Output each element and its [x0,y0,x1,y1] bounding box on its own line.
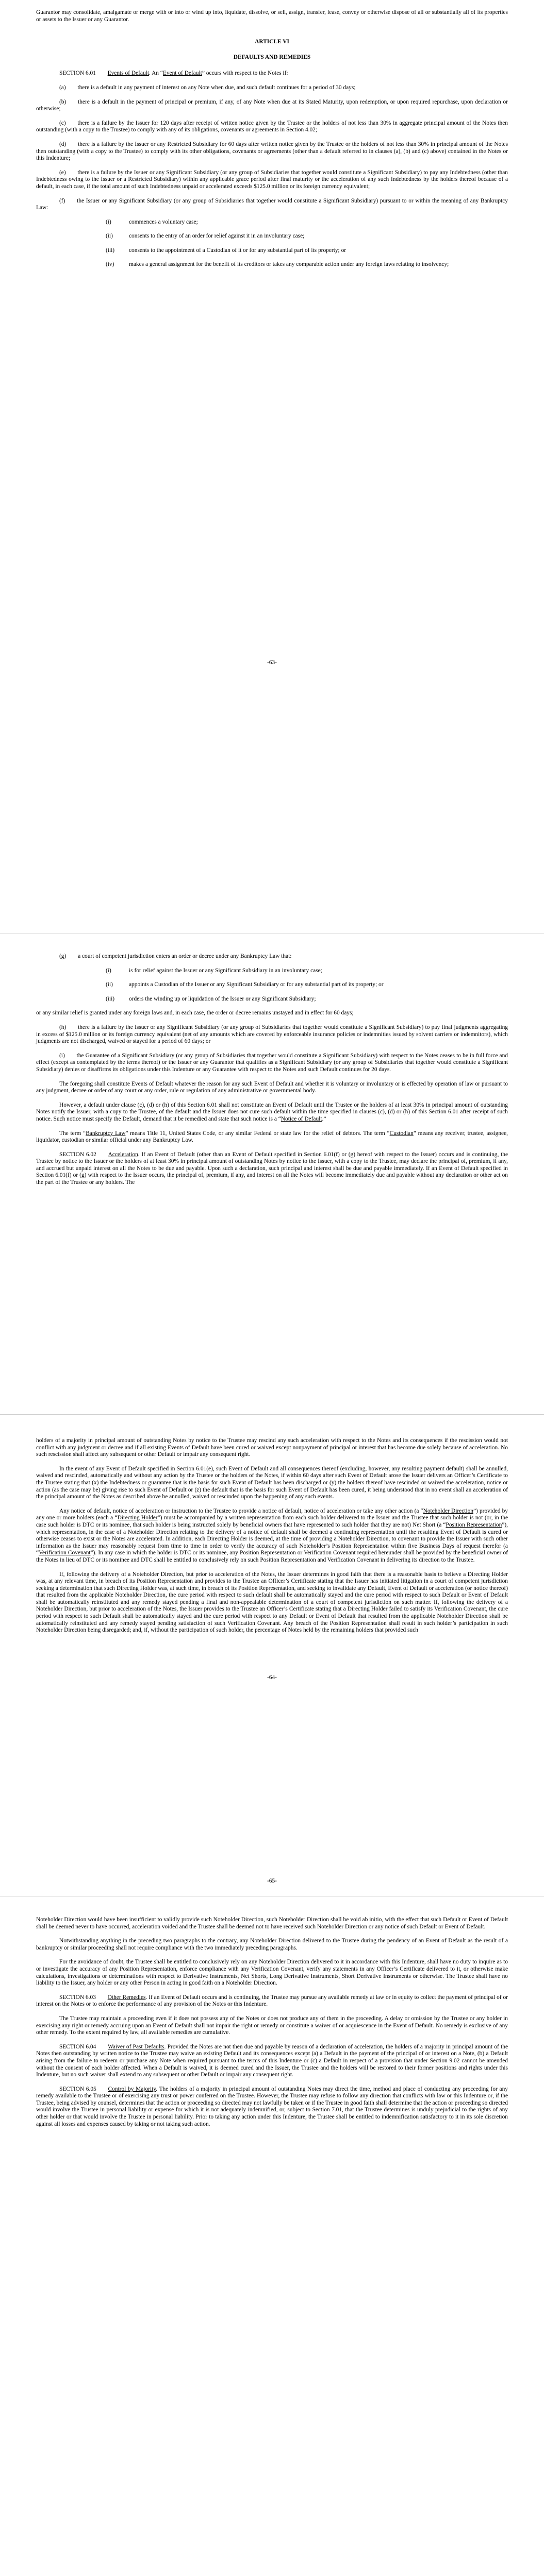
clause-g-ii [36,981,508,989]
clause-f-iii [36,247,508,255]
clause-i: (i) the Guarantee of a Significant Subsidiary (or any group of Subsidiaries that together would constitute a Significant Subsidiary) with respect to the Notes ceases to be in full force and effect (except as contemplated by the terms thereof) or the Issuer or any Guarantor that qualifies as a Significant Subsidiary (or any group of Subsidiaries that together would constitute a Significant Subsidiary) denies or disaffirms its obligations under this Indenture or any Guarantee with respect to the Notes and such Default continues for 20 days. [36,1052,508,1073]
clause-d: (d) there is a failure by the Issuer or any Restricted Subsidiary for 60 days after written notice given by the Trustee or the holders of not less than 30% in principal amount of the Notes then outstanding (with a copy to the Trustee) to comply with its other obligations, covenants or agreements (other than a default referred to in clauses (a), (b) and (c) above) contained in the Notes or this Indenture; [36,141,508,162]
defined-term: Position Representation [446,1521,502,1528]
item-text: makes a general assignment for the benefit of its creditors or takes any comparable action under any foreign laws relating to insolvency; [129,261,449,268]
defined-term: Event of Default [162,70,202,77]
defined-term: Noteholder Direction [423,1507,473,1514]
section-number: SECTION 6.04 [59,2043,96,2050]
avoidance-paragraph: For the avoidance of doubt, the Trustee shall be entitled to conclusively rely on any Noteholder Direction delivered to it in accordance with this Indenture, shall have no duty to inquire as to or investigate the accuracy of any Position Representation, enforce compliance with any Verification Covenant, verify any statements in any Officer’s Certificate delivered to it, or otherwise make calculations, investigations or determinations with respect to Derivative Instruments, Net Shorts, Long Derivative Instruments, Short Derivative Instruments or otherwise. The Trustee shall have no liability to the Issuer, any holder or any other Person in acting in good faith on a Noteholder Direction. [36,1959,508,1987]
section-6-02 [36,1151,508,1187]
text-run: The term “ [59,1130,86,1137]
text-run: . Provided the Notes are not then due and payable by reason of a declaration of acceleration, the holders of a majority in principal amount of the Notes then outstanding by written notice to the Trustee may waive an existing Default and its consequences except (a) a Default in the payment of the principal of or interest on a Note, (b) a Default arising from the failure to redeem or purchase any Note when required pursuant to the terms of this Indenture or (c) a Default in respect of a provision that under Section 9.02 cannot be amended without the consent of each holder affected. When a Default is waived, it is deemed cured and the Issuer, the Trustee and the holders will be restored to their former positions and rights under this Indenture, but no such waiver shall extend to any subsequent or other Default or impair any consequent right. [36,2043,508,2078]
item-text: is for relief against the Issuer or any Significant Subsidiary in an involuntary case; [129,967,322,974]
page-number: -63- [267,659,277,666]
section-number: SECTION 6.02 [59,1151,96,1158]
page-66-body [36,1917,508,2135]
text-run: ” means any receiver, trustee, assignee, liquidator, custodian or similar official under any Bankruptcy Law. [36,1130,508,1144]
holders-paragraph: holders of a majority in principal amount of outstanding Notes by notice to the Trustee may rescind any such acceleration with respect to the Notes and its consequences if the rescission would not conflict with any judgment or decree and if all existing Events of Default have been cured or waived except nonpayment of principal or interest that has become due solely because of acceleration. No such rescission shall affect any subsequent or other Default or impair any consequent right. [36,1437,508,1458]
item-text: consents to the entry of an order for relief against it in an involuntary case; [129,233,305,240]
item-label: (i) [106,218,111,225]
clause-c: (c) there is a failure by the Issuer for 120 days after receipt of written notice given by the Trustee or the holders of not less than 30% in aggregate principal amount of the Notes then outstanding (with a copy to the Trustee) to comply with any of its obligations, covenants or agreements in Section 4.02; [36,120,508,133]
text-run: Any notice of default, notice of acceleration or instruction to the Trustee to provide a notice of default, notice of acceleration or take any other action (a “ [59,1507,423,1514]
clause-g: (g) a court of competent jurisdiction enters an order or decree under any Bankruptcy Law that: [59,953,292,959]
clause-b: (b) there is a default in the payment of principal or premium, if any, of any Note when due at its Stated Maturity, upon redemption, or upon required repurchase, upon declaration or otherwise; [36,98,508,112]
item-label: (ii) [106,233,113,240]
section-title: Other Remedies [107,1994,146,2001]
if-following-paragraph: If, following the delivery of a Noteholder Direction, but prior to acceleration of the Notes, the Issuer determines in good faith that there is a reasonable basis to believe a Directing Holder was, at any relevant time, in breach of its Position Representation and provides to the Trustee an Officer’s Certificate stating that the Issuer has initiated litigation in a court of competent jurisdiction seeking a determination that such Directing Holder was, at such time, in breach of its Position Representation, and seeking to invalidate any Default, Event of Default or acceleration (or notice thereof) that resulted from the applicable Noteholder Direction, the cure period with respect to such default shall be automatically stayed and the cure period with respect to such Default or Event of Default shall be automatically reinstituted and any remedy stayed pending a final and non-appealable determination of a court of competent jurisdiction on such matter. If, following the delivery of a Noteholder Direction, but prior to acceleration of the Notes, the Issuer provides to the Trustee an Officer’s Certificate stating that a Directing Holder failed to satisfy its Verification Covenant, the cure period with respect to such Default shall be automatically stayed and the cure period with respect to any Default or Event of Default that resulted from the applicable Noteholder Direction shall be automatically reinstituted and any remedy stayed pending satisfaction of such Verification Covenant. Any breach of the Position Representation shall result in such holder’s participation in such Noteholder Direction being disregarded; and, if, without the participation of such holder, the percentage of Notes held by the remaining holders that provided such [36,1571,508,1634]
page-66 [0,1917,544,2576]
notice-paragraph [36,1508,508,1564]
section-number: SECTION 6.01 [59,70,96,77]
section-number: SECTION 6.03 [59,1994,96,2001]
page-63 [0,0,544,925]
item-label: (ii) [106,981,113,988]
text-run: . An “ [149,70,163,77]
clause-f-iv [36,261,508,268]
article-number: ARTICLE VI [255,39,289,45]
defined-term: Notice of Default [281,1115,322,1122]
however-paragraph [36,1102,508,1123]
item-text: consents to the appointment of a Custodian of it or for any substantial part of its property; or [129,247,347,253]
page-64-body [36,953,508,1194]
clause-a: (a) there is a default in any payment of interest on any Note when due, and such default continues for a period of 30 days; [59,84,356,91]
bankruptcy-law-paragraph [36,1130,508,1144]
item-label: (i) [106,967,111,974]
page-divider [0,1414,544,1415]
text-run: ”) must be accompanied by a written representation from each such holder delivered to the Issuer and the Trustee that such holder is not (or, in the case such holder is DTC or its nominee, that such holder is being instructed solely by beneficial owners that have represented to such holder that they are not) Net Short (a “ [36,1515,508,1528]
clause-f-ii [36,233,508,240]
text-run: ” occurs with respect to the Notes if: [202,70,288,77]
section-6-03 [36,1994,508,2008]
page-65-body [36,1437,508,1641]
noteholder-direction-paragraph: Noteholder Direction would have been insufficient to validly provide such Noteholder Direction, such Noteholder Direction shall be void ab initio, with the effect that such Default or Event of Default shall be deemed never to have occurred, acceleration voided and the Trustee shall be deemed not to have received such Noteholder Direction or any notice of such Default or Event of Default. [36,1917,508,1930]
text-run: However, a default under clause (c), (d) or (h) of this Section 6.01 shall not constitute an Event of Default until the Trustee or the holders of at least 30% in principal amount of outstanding Notes notify the Issuer, with a copy to the Trustee, of the default and the Issuer does not cure such default within the time specified in clauses (c), (d) or (h) of this Section 6.01 after receipt of such notice. Such notice must specify the Default, demand that it be remedied and state that such notice is a “ [36,1101,508,1122]
item-text: orders the winding up or liquidation of the Issuer or any Significant Subsidiary; [129,995,316,1002]
section-title: Waiver of Past Defaults [108,2043,164,2050]
text-run: . The holders of a majority in principal amount of outstanding Notes may direct the time, method and place of conducting any proceeding for any remedy available to the Trustee or of exercising any trust or power conferred on the Trustee. However, the Trustee may refuse to follow any direction that conflicts with law or this Indenture or, if the Trustee, being advised by counsel, determines that the action or proceeding so directed may not lawfully be taken or if the Trustee in good faith shall determine that the action or proceeding so directed would involve the Trustee in personal liability or expense for which it is not adequately indemnified, or, subject to Section 7.01, that the Trustee determines is unduly prejudicial to the rights of any other holder or that would involve the Trustee in personal liability. Prior to taking any action under this Indenture, the Trustee shall be entitled to indemnification satisfactory to it in its sole discretion against all losses and expenses caused by taking or not taking such action. [36,2086,508,2127]
defined-term: Directing Holder [117,1515,158,1521]
intro-paragraph: Guarantor may consolidate, amalgamate or merge with or into or wind up into, liquidate, dissolve, or sell, assign, transfer, lease, convey or otherwise dispose of all or substantially all of its properties or assets to the Issuer or any Guarantor. [36,9,508,23]
text-run: ”) provided by any one or more holders (each a “ [36,1507,508,1521]
defined-term: Verification Covenant [39,1550,91,1556]
section-6-04 [36,2044,508,2079]
event-paragraph: In the event of any Event of Default specified in Section 6.01(e), such Event of Default and all consequences thereof (excluding, however, any resulting payment default) shall be annulled, waived and rescinded, automatically and without any action by the Trustee or the holders of the Notes, if within 60 days after such Event of Default arose the Issuer delivers an Officer’s Certificate to the Trustee stating that (x) the Indebtedness or guarantee that is the basis for such Event of Default has been discharged or (y) the holders thereof have rescinded or waived the acceleration, notice or action (as the case may be) giving rise to such Event of Default or (z) the default that is the basis for such Event of Default has been cured, it being understood that in no event shall an acceleration of the principal amount of the Notes as described above be annulled, waived or rescinded upon the happening of any such events. [36,1465,508,1500]
clause-g-i [36,968,508,975]
text-run: ”), which representation, in the case of a Noteholder Direction relating to the delivery of a notice of default shall be deemed a continuing representation until the resulting Event of Default is cured or otherwise ceases to exist or the Notes are accelerated. In addition, each Directing Holder is deemed, at the time of providing a Noteholder Direction, to covenant to provide the Issuer with such other information as the Issuer may reasonably request from time to time in order to verify the accuracy of such Noteholder’s Position Representation within five Business Days of request therefor (a “ [36,1521,508,1556]
item-label: (iii) [106,247,115,253]
text-run: . If an Event of Default (other than an Event of Default specified in Section 6.01(f) or (g) hereof with respect to the Issuer) occurs and is continuing, the Trustee by notice to the Issuer or the holders of at least 30% in principal amount of outstanding Notes by notice to the Issuer, with a copy to the Trustee, may declare the principal of, premium, if any, and accrued but unpaid interest on all the Notes to be due and payable. Upon such a declaration, such principal and interest shall be due and payable immediately. If an Event of Default specified in Section 6.01(f) or (g) with respect to the Issuer occurs, the principal of, premium, if any, and interest on all the Notes will become immediately due and payable without any declaration or other act on the part of the Trustee or any holders. The [36,1151,508,1186]
section-6-05 [36,2086,508,2128]
section-title: Events of Default [107,70,149,77]
text-run: . If an Event of Default occurs and is continuing, the Trustee may pursue any available remedy at law or in equity to collect the payment of principal of or interest on the Notes or to enforce the performance of any provision of the Notes or this Indenture. [36,1994,508,2008]
trustee-paragraph: The Trustee may maintain a proceeding even if it does not possess any of the Notes or does not produce any of them in the proceeding. A delay or omission by the Trustee or any holder in exercising any right or remedy accruing upon an Event of Default shall not impair the right or remedy or constitute a waiver of or acquiescence in the Event of Default. No remedy is exclusive of any other remedy. To the extent required by law, all available remedies are cumulative. [36,2015,508,2036]
page-63-body [36,9,508,276]
clause-h: (h) there is a failure by the Issuer or any Significant Subsidiary (or any group of Subsidiaries that together would constitute a Significant Subsidiary) to pay final judgments aggregating in excess of $125.0 million or its foreign currency equivalent (net of any amounts which are covered by enforceable insurance policies or indemnities issued by solvent carriers or indemnitors), which judgments are not discharged, waived or stayed for a period of 60 days; or [36,1024,508,1045]
page-65 [0,1437,544,1891]
clause-e: (e) there is a failure by the Issuer or any Significant Subsidiary (or any group of Subsidiaries that together would constitute a Significant Subsidiary) to pay any Indebtedness (other than Indebtedness owing to the Issuer or a Restricted Subsidiary) within any applicable grace period after final maturity or the acceleration of any such Indebtedness by the holders thereof because of a default, in each case, if the total amount of such Indebtedness unpaid or accelerated exceeds $125.0 million or its foreign currency equivalent; [36,169,508,190]
text-run: ”). In any case in which the holder is DTC or its nominee, any Position Representation or Verification Covenant required hereunder shall be provided by the beneficial owner of the Notes in lieu of DTC or its nominee and DTC shall be entitled to conclusively rely on such Position Representation and Verification Covenant in delivering its direction to the Trustee. [36,1550,508,1563]
item-text: commences a voluntary case; [129,218,198,225]
section-title: Control by Majority [108,2086,156,2092]
item-label: (iii) [106,995,115,1002]
foregoing-paragraph: The foregoing shall constitute Events of Default whatever the reason for any such Event of Default and whether it is voluntary or involuntary or is effected by operation of law or pursuant to any judgment, decree or order of any court or any order, rule or regulation of any administrative or governmental body. [36,1080,508,1094]
defined-term: Bankruptcy Law [86,1130,126,1137]
clause-f-i [36,219,508,226]
section-6-01 [36,70,508,77]
item-label: (iv) [106,261,114,268]
page-number: -65- [267,1878,277,1884]
page-number: -64- [267,1674,277,1681]
text-run: .” [322,1115,326,1122]
clause-g-tail: or any similar relief is granted under any foreign laws and, in each case, the order or decree remains unstayed and in effect for 60 days; [36,1010,354,1016]
item-text: appoints a Custodian of the Issuer or any Significant Subsidiary or for any substantial part of its property; or [129,981,384,988]
article-title: DEFAULTS AND REMEDIES [233,54,311,60]
clause-f: (f) the Issuer or any Significant Subsidiary (or any group of Subsidiaries that together would constitute a Significant Subsidiary) pursuant to or within the meaning of any Bankruptcy Law: [36,197,508,211]
notwithstanding-paragraph: Notwithstanding anything in the preceding two paragraphs to the contrary, any Noteholder Direction delivered to the Trustee during the pendency of an Event of Default as the result of a bankruptcy or similar proceeding shall not require compliance with the two immediately preceding paragraphs. [36,1938,508,1951]
defined-term: Custodian [389,1130,414,1137]
section-title: Acceleration [108,1151,138,1158]
text-run: ” means Title 11, United States Code, or any similar Federal or state law for the relief of debtors. The term “ [125,1130,390,1137]
clause-g-iii [36,996,508,1003]
section-number: SECTION 6.05 [59,2086,96,2092]
